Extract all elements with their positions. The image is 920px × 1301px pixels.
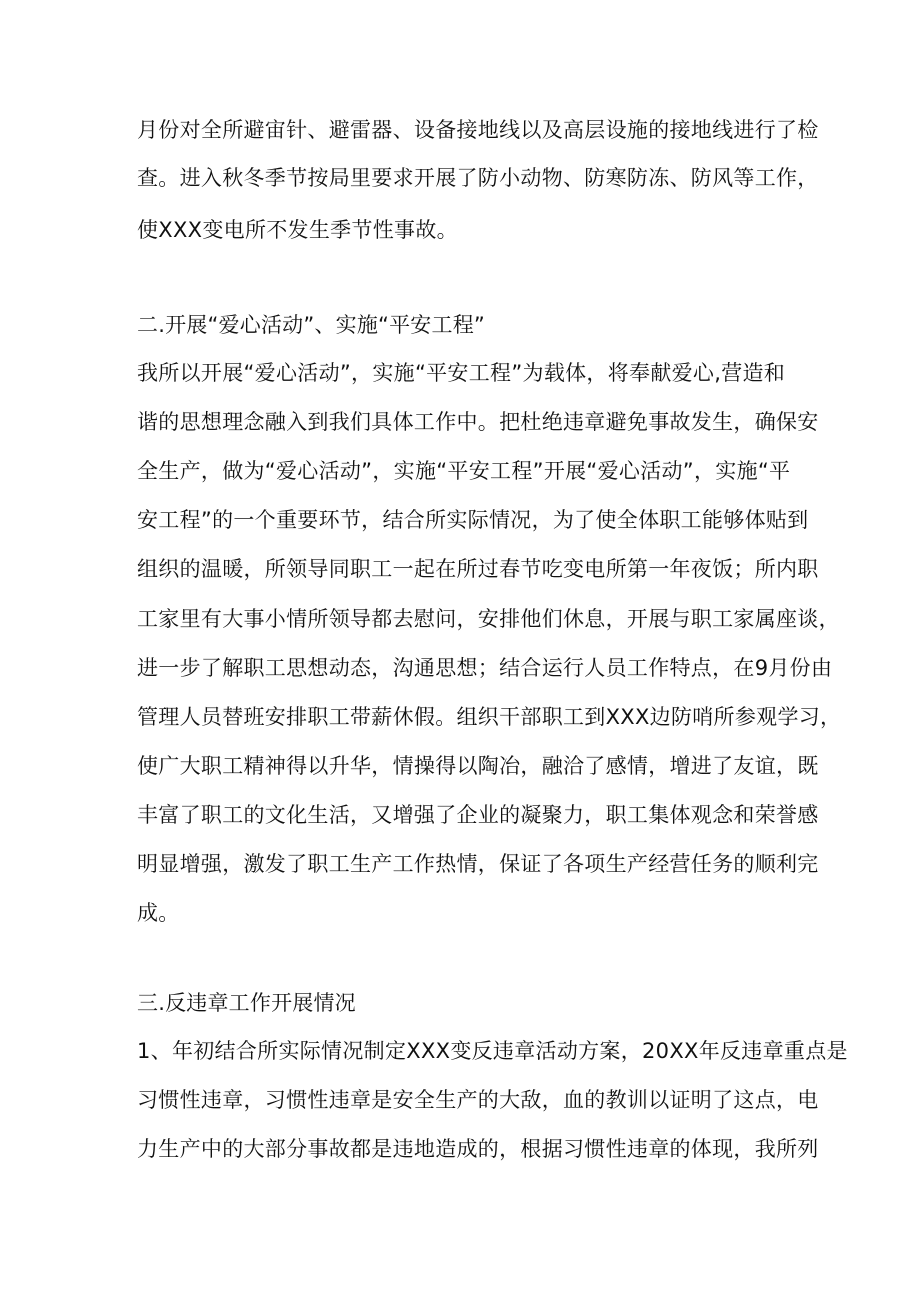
text-line: 丰富了职工的文化生活，又增强了企业的凝聚力，职工集体观念和荣誉感 — [137, 803, 819, 827]
text-line: 1、年初结合所实际情况制定XXX变反违章活动方案，20XX年反违章重点是 — [137, 1039, 848, 1063]
text-line: 习惯性违章，习惯性违章是安全生产的大敌，血的教训以证明了这点，电 — [137, 1088, 819, 1112]
text-line: 使XXX变电所不发生季节性事故。 — [137, 218, 458, 242]
text-line: 组织的温暖，所领导同职工一起在所过春节吃变电所第一年夜饭；所内职 — [137, 557, 819, 581]
text-line: 我所以开展“爱心活动”，实施“平安工程”为载体，将奉献爱心,营造和 — [137, 361, 786, 385]
section-heading: 三.反违章工作开展情况 — [137, 991, 356, 1015]
text-line: 月份对全所避宙针、避雷器、设备接地线以及高层设施的接地线进行了检 — [137, 118, 819, 142]
text-line: 工家里有大事小情所领导都去慰问，安排他们休息，开展与职工家属座谈， — [137, 607, 840, 631]
text-line: 查。进入秋冬季节按局里要求开展了防小动物、防寒防冻、防风等工作， — [137, 166, 819, 190]
text-line: 力生产中的大部分事故都是违地造成的，根据习惯性违章的体现，我所列 — [137, 1137, 819, 1161]
text-line: 明显增强，激发了职工生产工作热情，保证了各项生产经营任务的顺利完 — [137, 852, 819, 876]
text-line: 全生产，做为“爱心活动”，实施“平安工程”开展“爱心活动”，实施“平 — [137, 459, 791, 483]
text-line: 谐的思想理念融入到我们具体工作中。把杜绝违章避免事故发生，确保安 — [137, 410, 819, 434]
text-line: 安工程”的一个重要环节，结合所实际情况，为了使全体职工能够体贴到 — [137, 508, 809, 532]
text-line: 管理人员替班安排职工带薪休假。组织干部职工到XXX边防哨所参观学习， — [137, 705, 842, 729]
section-heading: 二.开展“爱心活动”、实施“平安工程” — [137, 313, 485, 337]
text-line: 使广大职工精神得以升华，情操得以陶冶，融洽了感情，增进了友谊，既 — [137, 754, 819, 778]
text-line: 成。 — [137, 901, 180, 925]
text-line: 进一步了解职工思想动态，沟通思想；结合运行人员工作特点，在9月份由 — [137, 656, 833, 680]
